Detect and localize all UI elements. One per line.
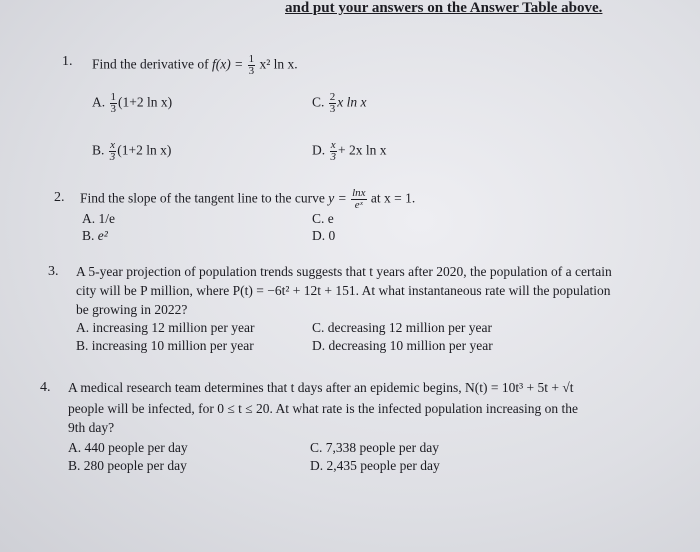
q3-line-2: city will be P million, where P(t) = −6t² + 12t + 151. At what instantaneous rate will the population: [76, 283, 611, 298]
q2-option-d-text: 0: [328, 228, 336, 243]
q3-option-d: [312, 338, 493, 354]
q1-option-c-den: 3: [329, 103, 336, 115]
q3-option-c-label: C.: [312, 320, 325, 335]
q1-prompt-text: Find the derivative of: [92, 56, 209, 72]
q3-option-c-text: decreasing 12 million per year: [327, 320, 492, 335]
instruction-header: and put your answers on the Answer Table above.: [285, 0, 603, 16]
q1-option-b-rest: (1+2 ln x): [117, 142, 172, 158]
q1-option-b-label: B.: [92, 142, 105, 158]
q1-func-lhs: f(x) =: [211, 56, 244, 72]
q1-option-a-den: 3: [110, 103, 116, 115]
q2-option-a-label: A.: [82, 211, 96, 226]
q2-option-c-text: e: [327, 211, 334, 226]
q2-option-b: [82, 228, 108, 244]
q1-option-d: [312, 140, 387, 163]
q1-number: 1.: [62, 54, 73, 69]
q2-y-eq: y =: [328, 190, 347, 206]
q4-number: 4.: [40, 380, 51, 395]
q4-option-b-label: B.: [68, 458, 81, 473]
q1-func-rest: x² ln x.: [259, 56, 298, 72]
q1-option-b-den: 3: [109, 151, 116, 163]
q2-number: 2.: [54, 190, 65, 205]
q3-option-b-text: increasing 10 million per year: [91, 338, 254, 353]
q2-prompt-post: at x = 1.: [370, 190, 416, 206]
q2-option-b-text: e²: [97, 228, 108, 243]
q3-line-3: be growing in 2022?: [76, 302, 188, 317]
q1-option-c: [312, 92, 367, 115]
q1-option-d-rest: + 2x ln x: [338, 142, 387, 158]
q2-fraction: [351, 188, 366, 211]
q1-prompt: [92, 54, 298, 77]
q4-option-c-text: 7,338 people per day: [325, 440, 439, 455]
q2-option-c-label: C.: [312, 211, 325, 226]
q3-option-b: [76, 338, 254, 354]
q3-option-d-label: D.: [312, 338, 326, 353]
q1-option-d-num: x: [330, 139, 336, 151]
q4-line-3: 9th day?: [68, 420, 115, 435]
q4-option-d-label: D.: [310, 458, 324, 473]
q2-frac-num: lnx: [352, 187, 366, 199]
q1-option-a-num: 1: [110, 91, 116, 103]
q4-option-a-text: 440 people per day: [84, 440, 188, 455]
q3-line-1: A 5-year projection of population trends suggests that t years after 2020, the population of a certain: [76, 264, 612, 279]
q1-option-b-num: x: [110, 139, 115, 151]
q3-option-d-text: decreasing 10 million per year: [328, 338, 493, 353]
q1-frac-den: 3: [248, 65, 255, 77]
q2-option-a-text: 1/e: [98, 211, 115, 226]
q1-option-a-label: A.: [92, 94, 106, 110]
q1-option-b: [92, 140, 171, 163]
q2-prompt: [80, 188, 415, 211]
q1-option-d-den: 3: [330, 151, 336, 163]
q1-frac-num: 1: [248, 53, 255, 65]
q2-option-b-label: B.: [82, 228, 95, 243]
q4-option-c: [310, 440, 439, 456]
q1-option-d-frac: [330, 140, 338, 163]
q1-option-c-rest: x ln x: [337, 94, 367, 110]
q1-option-a-rest: (1+2 ln x): [118, 94, 173, 110]
q1-fraction: [248, 54, 256, 77]
q4-option-d-text: 2,435 people per day: [326, 458, 440, 473]
q1-option-c-frac: [329, 92, 337, 115]
q3-option-c: [312, 320, 492, 336]
q1-option-c-label: C.: [312, 94, 325, 110]
q4-option-c-label: C.: [310, 440, 323, 455]
q4-option-b-text: 280 people per day: [83, 458, 187, 473]
q2-frac-den: eˣ: [354, 199, 363, 211]
q4-option-d: [310, 458, 440, 474]
q4-option-a-label: A.: [68, 440, 82, 455]
q3-option-a: [76, 320, 254, 336]
q4-option-b: [68, 458, 187, 474]
q3-option-b-label: B.: [76, 338, 89, 353]
q4-option-a: [68, 440, 188, 456]
q3-option-a-label: A.: [76, 320, 90, 335]
q1-option-d-label: D.: [312, 142, 326, 158]
q4-line-2: people will be infected, for 0 ≤ t ≤ 20. At what rate is the infected population increasing on the: [68, 401, 579, 416]
q2-option-d-label: D.: [312, 228, 326, 243]
q2-prompt-text: Find the slope of the tangent line to the curve: [80, 190, 325, 206]
q1-option-a: [92, 92, 172, 115]
q3-option-a-text: increasing 12 million per year: [92, 320, 255, 335]
q4-line-1: A medical research team determines that t days after an epidemic begins, N(t) = 10t³ + 5t + √t: [68, 380, 574, 395]
q3-number: 3.: [48, 264, 59, 279]
q2-option-c: [312, 211, 334, 227]
q2-option-a: [82, 211, 115, 227]
q2-option-d: [312, 228, 335, 244]
q1-option-c-num: 2: [329, 91, 336, 103]
q1-option-a-frac: [110, 92, 118, 115]
q1-option-b-frac: [109, 140, 117, 163]
